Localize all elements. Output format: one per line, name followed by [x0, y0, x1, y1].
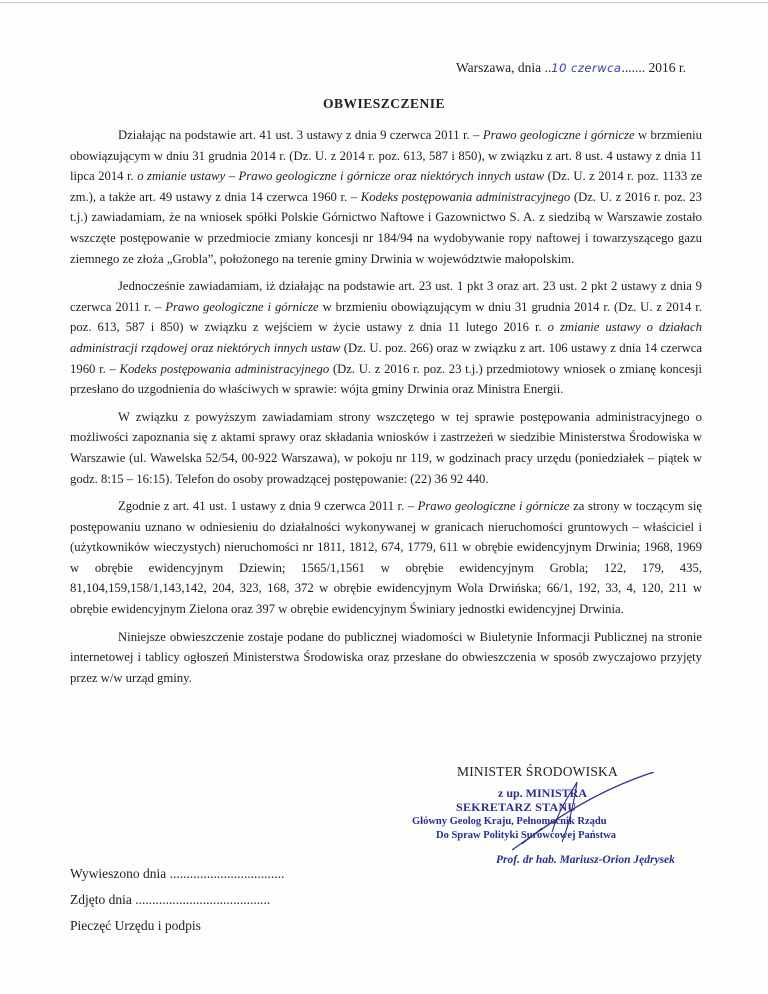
paragraph-2 — [70, 276, 702, 400]
stamp-line-3: Główny Geolog Kraju, Pełnomocnik Rządu — [412, 816, 607, 827]
paragraph-5 — [70, 627, 702, 689]
paragraph-1 — [70, 125, 702, 269]
stamp-line-2: SEKRETARZ STANU — [456, 800, 577, 814]
italic-citation: Prawo geologiczne i górnicze — [165, 299, 319, 314]
signature-title: MINISTER ŚRODOWISKA — [457, 764, 618, 779]
paragraph-3 — [70, 407, 702, 489]
official-stamp — [402, 772, 675, 872]
posted-date-line: Wywieszono dnia .................................. — [70, 866, 285, 881]
paragraph-text: W związku z powyższym zawiadamiam strony wszczętego w tej sprawie postępowania administracyjnego o możliwości zapoznania się z aktami sprawy oraz składania wniosków i zastrzeżeń w siedzibie Ministerstwa Środowiska w Warszawie (ul. Wawelska 52/54, 00-922 Warszawa), w pokoju nr 119, w godzinach pracy urzędu (poniedziałek – piątek w godz. 8:15 – 16:15). Telefon do osoby prowadzącej postępowanie: (22) 36 92 440. — [70, 409, 702, 486]
italic-citation: Prawo geologiczne i górnicze — [482, 128, 635, 142]
italic-citation: o zmianie ustawy o działach administracji rządowej oraz niektórych innych ustaw — [70, 320, 702, 355]
top-border-line — [0, 2, 768, 3]
paragraph-text: za strony w toczącym się postępowaniu uznano w odniesieniu do działalności wykonywanej w granicach nieruchomości gruntowych – właściciel i (użytkowników wieczystych) nieruchomości nr 1811, 1812, 674, 1779, 611 w obrębie ewidencyjnym Drwinia; 1968, 1969 w obrębie ewidencyjnym Dziewin; 1565/1,1561 w obrębie ewidencyjnym Grobla; 122, 179, 435, 81,104,159,158/1,143,142, 204, 323, 168, 372 w obrębie ewidencyjnym Wola Drwińska; 66/1, 192, 33, 4, 120, 211 w obrębie ewidencyjnym Zielona oraz 397 w obrębie ewidencyjnym Świniary jednostki ewidencyjnej Drwinia. — [70, 499, 702, 617]
removed-date-line: Zdjęto dnia ........................................ — [70, 892, 271, 907]
paragraph-text: w brzmieniu obowiązującym w dniu 31 grudnia 2014 r. (Dz. U. z 2014 r. poz. 613, 587 i 850), w związku z art. 8 ust. 4 ustawy z dnia 11 lipca 2014 r. — [70, 128, 702, 184]
date-prefix: Warszawa, dnia .. — [456, 60, 552, 75]
seal-signature-line: Pieczęć Urzędu i podpis — [70, 918, 201, 933]
paragraph-text: (Dz. U. z 2016 r. poz. 23 t.j.) przedmiotowy wniosek o zmianę koncesji przesłano do uzgodnienia do właściwych w sprawie: wójta gminy Drwinia oraz Ministra Energii. — [70, 361, 703, 397]
date-suffix: ....... 2016 r. — [621, 60, 686, 75]
paragraph-text: (Dz. U. poz. 266) oraz w związku z art. 106 ustawy z dnia 14 czerwca 1960 r. – — [70, 340, 702, 376]
paragraph-text: Jednocześnie zawiadamiam, iż działając na podstawie art. 23 ust. 1 pkt 3 oraz art. 23 ust. 2 pkt 2 ustawy z dnia 9 czerwca 2011 r. – — [70, 279, 702, 314]
paragraph-text: Zgodnie z art. 41 ust. 1 ustawy z dnia 9 czerwca 2011 r. – — [118, 499, 418, 514]
stamp-line-4: Do Spraw Polityki Surowcowej Państwa — [436, 830, 617, 841]
italic-citation: Prawo geologiczne i górnicze — [417, 499, 570, 514]
paragraph-4 — [70, 496, 702, 620]
document-body — [70, 125, 702, 695]
paragraph-text: (Dz. U. z 2014 r. poz. 1133 ze zm.), a także art. 49 ustawy z dnia 14 czerwca 1960 r. – — [70, 169, 702, 204]
stamp-line-1: z up. MINISTRA — [498, 786, 588, 800]
date-line — [456, 60, 686, 76]
paragraph-text: w brzmieniu obowiązującym w dniu 31 grudnia 2014 r. (Dz. U. z 2014 r. poz. 613, 587 i 850) w związku z wejściem w życie ustawy z dnia 11 lutego 2016 r. — [70, 299, 702, 335]
handwritten-date: 10 czerwca — [551, 61, 622, 75]
italic-citation: o zmianie ustawy – Prawo geologiczne i górnicze oraz niektórych innych ustaw — [137, 169, 545, 184]
stamp-line-5: Prof. dr hab. Mariusz-Orion Jędrysek — [496, 854, 675, 866]
document-title: OBWIESZCZENIE — [322, 96, 446, 111]
italic-citation: Kodeks postępowania administracyjnego — [360, 189, 571, 204]
paragraph-text: (Dz. U. z 2016 r. poz. 23 t.j.) zawiadamiam, że na wniosek spółki Polskie Górnictwo Naftowe i Gazownictwo S. A. z siedzibą w Warszawie zostało wszczęte postępowanie w przedmiocie zmiany koncesji nr 184/94 na wydobywanie ropy naftowej i towarzyszącego gazu ziemnego ze złoża „Grobla”, położonego na terenie gminy Drwinia w województwie małopolskim. — [70, 189, 702, 266]
italic-citation: Kodeks postępowania administracyjnego — [119, 361, 330, 376]
paragraph-text: Niniejsze obwieszczenie zostaje podane do publicznej wiadomości w Biuletynie Informacji Publicznej na stronie internetowej i tablicy ogłoszeń Ministerstwa Środowiska oraz przesłane do obwieszczenia w sposób zwyczajowo przyjęty przez w/w urząd gminy. — [70, 629, 702, 685]
paragraph-text: Działając na podstawie art. 41 ust. 3 ustawy z dnia 9 czerwca 2011 r. – — [118, 128, 483, 142]
